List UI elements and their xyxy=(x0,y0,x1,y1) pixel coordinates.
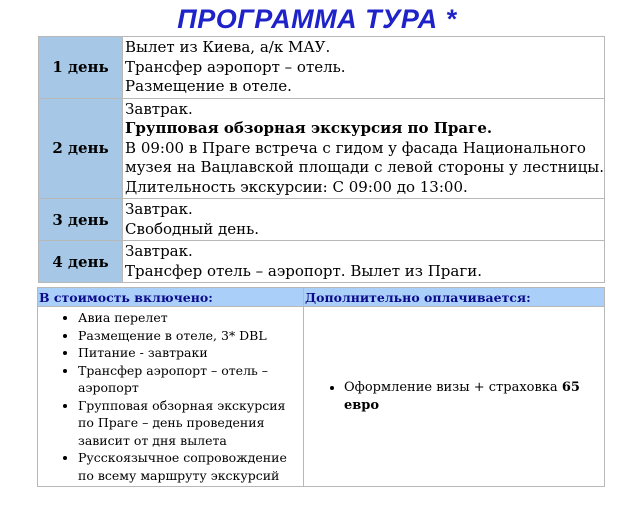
day-description xyxy=(123,241,605,283)
included-header: В стоимость включено: xyxy=(38,288,304,307)
day-description xyxy=(123,98,605,199)
day-line: музея на Вацлавской площади с левой стороны у лестницы. xyxy=(125,158,604,176)
page-title: ПРОГРАММА ТУРА * xyxy=(177,4,457,34)
day-line: Длительность экскурсии: С 09:00 до 13:00. xyxy=(125,177,468,196)
day-label: 2 день xyxy=(39,98,123,199)
day-row xyxy=(39,98,605,199)
day-line: В 09:00 в Праге встреча с гидом у фасада Национального xyxy=(125,138,586,157)
included-cell xyxy=(38,307,304,487)
extra-header: Дополнительно оплачивается: xyxy=(304,288,605,307)
day-line: Размещение в отеле. xyxy=(125,77,292,95)
excursion-title: Групповая обзорная экскурсия по Праге. xyxy=(125,119,493,137)
day-description xyxy=(123,199,605,241)
day-line: Завтрак. xyxy=(125,99,193,118)
list-item xyxy=(344,379,604,414)
day-row xyxy=(39,199,605,241)
day-line: Свободный день. xyxy=(125,219,260,238)
list-item: • Трансфер аэропорт – отель – аэропорт xyxy=(78,362,303,397)
day-line: Завтрак. xyxy=(125,200,193,218)
day-line: Трансфер отель – аэропорт. Вылет из Праги. xyxy=(125,261,482,280)
day-label: 1 день xyxy=(39,37,123,99)
list-item: • Питание - завтраки xyxy=(78,344,303,362)
day-row xyxy=(39,241,605,283)
day-label: 3 день xyxy=(39,199,123,241)
price-info-table xyxy=(37,287,605,487)
list-item: • Русскоязычное сопровождение по всему маршруту экскурсий xyxy=(78,449,303,484)
day-line: Вылет из Киева, а/к МАУ. xyxy=(125,38,331,56)
day-label: 4 день xyxy=(39,241,123,283)
extra-item-text: Оформление визы + страховка xyxy=(344,380,562,395)
included-list xyxy=(38,309,303,484)
list-item: • Размещение в отеле, 3* DBL xyxy=(78,327,303,345)
day-description xyxy=(123,37,605,99)
extra-cell xyxy=(304,307,605,487)
day-line: Завтрак. xyxy=(125,242,193,260)
list-item: • Групповая обзорная экскурсия по Праге – день проведения зависит от дня вылета xyxy=(78,397,303,450)
list-item: • Авиа перелет xyxy=(78,309,303,327)
day-row xyxy=(39,37,605,99)
extra-item-price: 65 евро xyxy=(344,380,580,413)
tour-program-table xyxy=(38,36,605,283)
day-line: Трансфер аэропорт – отель. xyxy=(125,57,346,76)
extra-list xyxy=(304,379,604,414)
